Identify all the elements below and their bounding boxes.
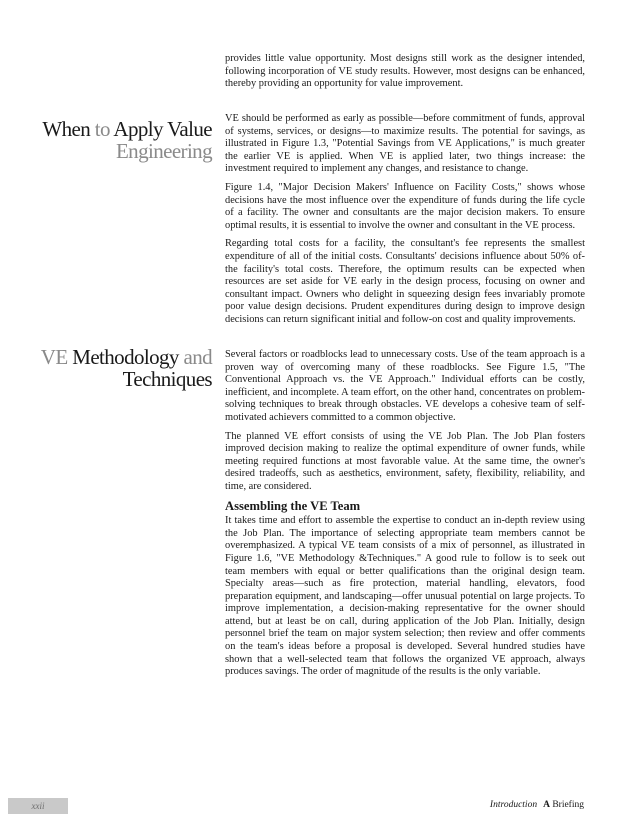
body-paragraph: Several factors or roadblocks lead to unnecessary costs. Use of the team approach is a proven way of overcoming many of these roadblocks. See Figure 1.5, "The Conventional Approach vs. the VE Approach." Individual efforts can be costly, inefficient, and incomplete. A team effort, on the other hand, concentrates on problem-solving techniques to break through obstacles. VE develops a cohesive team of self-motivated achievers committed to a common objective. — [225, 349, 585, 423]
running-footer — [490, 800, 584, 810]
section-heading-when-to-apply — [40, 118, 212, 162]
heading-word: When — [42, 117, 91, 141]
page-number: xxii — [8, 798, 68, 814]
methodology-body — [225, 349, 585, 685]
body-paragraph: Figure 1.4, "Major Decision Makers' Influence on Facility Costs," shows whose decisions have the most influence over the expenditure of funds during the life cycle of a facility. The owner and consultants are the major decision makers. To ensure optimal results, it is essential to involve the owner and consultant in the VE process. — [225, 181, 585, 231]
footer-section-plain: Briefing — [552, 800, 584, 810]
body-paragraph: Regarding total costs for a facility, the consultant's fee represents the smallest expenditure of all of the initial costs. Consultants' decisions influence about 50% of-the facility's total costs. Therefore, the optimum results can be expected when resources are set aside for VE early in the design process, focusing on owner and consultant impact. Owners who delight in squeezing design fees invariably promote poor value design decisions. Prudent expenditures during design to improve design decisions can return significant initial and follow-on cost and quality improvements. — [225, 238, 585, 325]
heading-word: Methodology — [72, 345, 179, 369]
footer-section-italic: Introduction — [489, 800, 538, 810]
heading-word: Apply Value — [113, 117, 212, 141]
body-paragraph: The planned VE effort consists of using the VE Job Plan. The Job Plan fosters improved decision making to realize the optimal expenditure of owner funds, while meeting required functions at most favorable value. At the same time, the owner's desired tradeoffs, such as aesthetics, environment, safety, flexibility, reliability, and time, are considered. — [225, 430, 585, 492]
heading-word: and — [183, 345, 212, 369]
when-to-apply-body — [225, 113, 585, 333]
footer-section-bold: A — [543, 800, 550, 810]
subsection-heading: Assembling the VE Team — [225, 498, 361, 513]
heading-line-2: Engineering — [115, 139, 212, 163]
intro-text-block — [225, 53, 585, 97]
heading-word: VE — [40, 345, 68, 369]
intro-paragraph: provides little value opportunity. Most designs still work as the designer intended, following incorporation of VE study results. However, most designs can be enhanced, thereby providing an opportunity for value improvement. — [225, 53, 585, 90]
body-paragraph: It takes time and effort to assemble the expertise to conduct an in-depth review using the Job Plan. The importance of selecting appropriate team members cannot be overemphasized. A typical VE team consists of a mix of personnel, as illustrated in Figure 1.6, "VE Methodology &Techniques." A good rule to follow is to seek out team members with equal or better qualifications than the original design team. Specialty areas—such as fire protection, material handling, elevators, food preparation equipment, and landscaping—offer unusual potential on large projects. To improve implementation, a decision-making representative for the owner should attend, but at least be on call, during application of the Job Plan. Initially, design personnel brief the team on major system selection; then review and offer comments on the team's ideas before a proposal is developed. Several hundred studies have shown that a well-selected team that follows the organized VE approach, always produces savings. The order of magnitude of the results is the only variable. — [225, 515, 585, 678]
body-paragraph: VE should be performed as early as possible—before commitment of funds, approval of systems, services, or designs—to maximize results. The potential for savings, as illustrated in Figure 1.3, "Potential Savings from VE Applications," is much greater the earlier VE is applied. When VE is applied later, two things increase: the investment required to implement any changes, and resistance to change. — [225, 113, 585, 175]
heading-word: to — [94, 117, 110, 141]
section-heading-methodology — [40, 346, 212, 390]
heading-line-2: Techniques — [122, 367, 212, 391]
